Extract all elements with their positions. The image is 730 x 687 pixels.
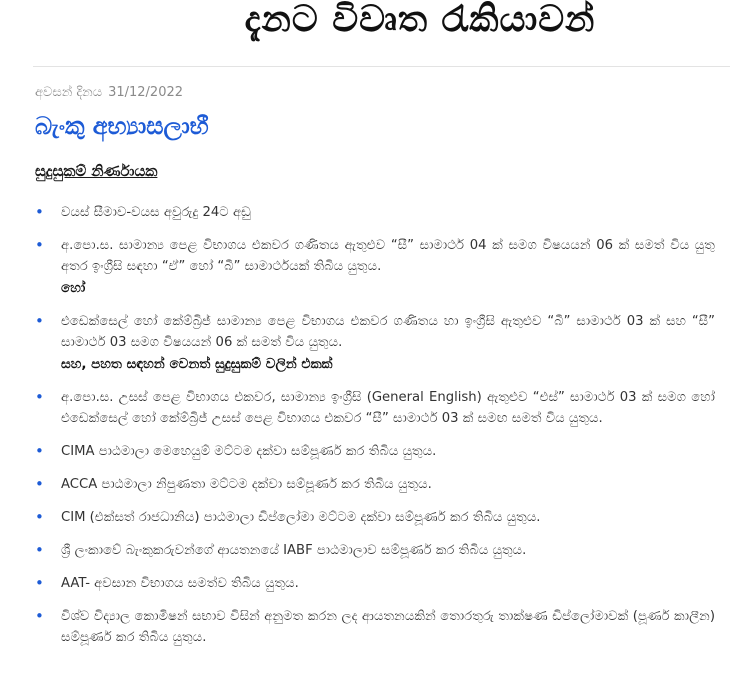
qualifications-heading: සුදුසුකම් නිර්ණායක bbox=[35, 162, 158, 180]
list-item bbox=[35, 441, 715, 462]
qualification-text: වයස් සීමාව-වයස අවුරුදු 24ට අඩු bbox=[61, 205, 251, 220]
deadline-value: 31/12/2022 bbox=[108, 85, 184, 100]
list-item bbox=[35, 202, 715, 223]
qualification-text: අ.පො.ස. සාමාන්‍ය පෙළ විභාගය එකවර ගණිතය ඇතුළුව “සී” සාමාර්ථ 04 ක් සමග විෂයයන් 06 ක් සමත් විය යුතු අතර ඉංග්‍රීසි සඳහා “ඒ” හෝ “බී” සාමාර්ථයක් තිබිය යුතුය. bbox=[61, 238, 715, 274]
qualification-text: CIMA පාඨමාලා මෙහෙයුම් මට්ටම දක්වා සම්පූර්ණ කර තිබිය යුතුය. bbox=[61, 444, 437, 459]
qualification-text: CIM (එක්සත් රාජධානිය) පාඨමාලා ඩිප්ලෝමා මට්ටම දක්වා සම්පූර්ණ කර තිබිය යුතුය. bbox=[61, 510, 541, 525]
list-item bbox=[35, 387, 715, 429]
bullet-icon: • bbox=[35, 388, 44, 406]
deadline-label: අවසන් දිනය bbox=[35, 85, 103, 100]
banner-title: දැනට විවෘත රැකියාවන් bbox=[244, 0, 596, 40]
bullet-icon: • bbox=[35, 203, 44, 221]
qualification-text: අ.පො.ස. උසස් පෙළ විභාගය එකවර, සාමාන්‍ය ඉංග්‍රීසි (General English) ඇතුළුව “එස්” සාමාර්ථ 03 ක් සමග හෝ එඩෙක්සෙල් හෝ කේම්බ්‍රිජ් උසස් පෙළ විභාගය එකවර “සී” සාමාර්ථ 03 ක් සමඟ සමත් විය යුතුය. bbox=[61, 390, 715, 426]
qualification-text: ACCA පාඨමාලා නිපුණතා මට්ටම දක්වා සම්පූර්ණ කර තිබිය යුතුය. bbox=[61, 477, 432, 492]
banner-divider bbox=[33, 66, 730, 67]
bullet-icon: • bbox=[35, 607, 44, 625]
bullet-icon: • bbox=[35, 475, 44, 493]
bullet-icon: • bbox=[35, 236, 44, 254]
qualification-connector: හෝ bbox=[61, 280, 86, 296]
qualification-text: ශ්‍රී ලංකාවේ බැංකුකරුවන්ගේ ආයතනයේ IABF පාඨමාලාව සම්පූර්ණ කර තිබිය යුතුය. bbox=[61, 543, 527, 558]
list-item bbox=[35, 311, 715, 375]
qualification-text: එඩෙක්සෙල් හෝ කේම්බ්‍රිජ් සාමාන්‍ය පෙළ විභාගය එකවර ගණිතය හා ඉංග්‍රීසි ඇතුළුව “බී” සාමාර්ථ 03 ක් සහ “සී” සාමාර්ථ 03 සමග විෂයයන් 06 ක් සමත් විය යුතුය. bbox=[61, 314, 715, 350]
bullet-icon: • bbox=[35, 508, 44, 526]
bullet-icon: • bbox=[35, 574, 44, 592]
list-item bbox=[35, 507, 715, 528]
qualification-text: විශ්ව විද්‍යාල කොමිෂන් සභාව විසින් අනුමත කරන ලද ආයතනයකින් තොරතුරු තාක්ෂණ ඩිප්ලෝමාවක් (පූර්ණ කාලීන) සම්පූර්ණ කර තිබිය යුතුය. bbox=[61, 609, 715, 645]
bullet-icon: • bbox=[35, 312, 44, 330]
job-post bbox=[35, 84, 715, 660]
bullet-icon: • bbox=[35, 442, 44, 460]
page-banner bbox=[0, 0, 730, 62]
post-title[interactable]: බැංකු අභ්‍යාසලාභී bbox=[35, 112, 209, 140]
list-item bbox=[35, 540, 715, 561]
bullet-icon: • bbox=[35, 541, 44, 559]
deadline-line bbox=[35, 84, 715, 102]
qualification-connector: සහ, පහත සඳහන් වෙනත් සුදුසුකම් වලින් එකක් bbox=[61, 356, 333, 372]
list-item bbox=[35, 235, 715, 299]
list-item bbox=[35, 474, 715, 495]
list-item bbox=[35, 573, 715, 594]
list-item bbox=[35, 606, 715, 648]
qualification-text: AAT- අවසාන විභාගය සමත්ව තිබිය යුතුය. bbox=[61, 576, 299, 591]
qualifications-list bbox=[35, 202, 715, 648]
